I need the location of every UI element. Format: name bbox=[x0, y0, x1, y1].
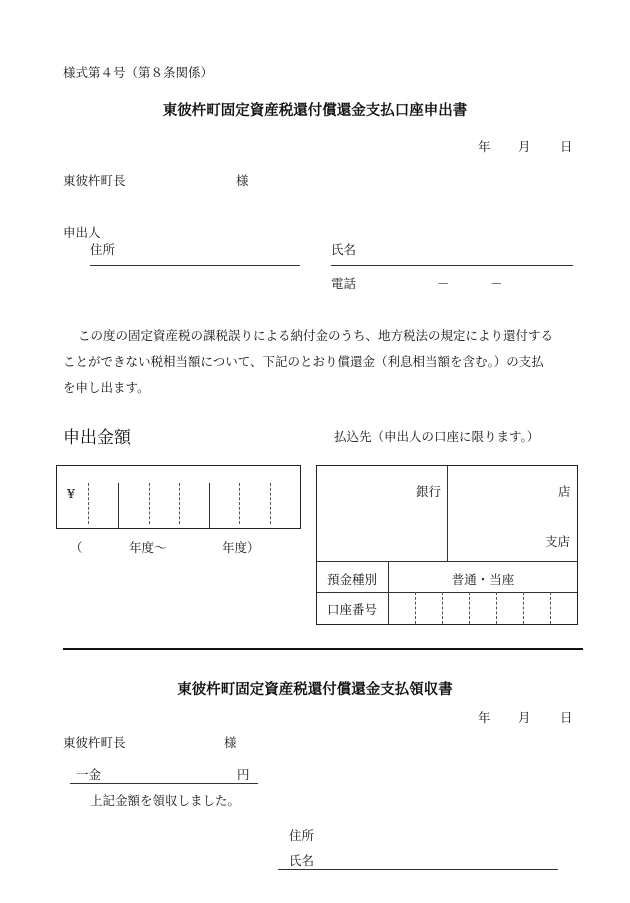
account-digit-divider bbox=[415, 592, 416, 624]
application-date-day: 日 bbox=[560, 139, 573, 154]
digit-divider bbox=[88, 483, 89, 524]
receipt-honorific: 様 bbox=[224, 735, 237, 750]
account-digit-divider bbox=[550, 592, 551, 624]
applicant-label: 申出人 bbox=[63, 225, 101, 240]
amount-box[interactable] bbox=[56, 465, 301, 529]
row-divider bbox=[317, 561, 577, 562]
address-field[interactable] bbox=[90, 265, 300, 266]
bank-branch-divider bbox=[447, 466, 448, 561]
receipt-address-label: 住所 bbox=[289, 828, 315, 843]
digit-group-divider bbox=[209, 483, 210, 529]
application-title: 東彼杵町固定資産税還付償還金支払口座申出書 bbox=[162, 102, 468, 119]
receipt-signature-line[interactable] bbox=[278, 869, 558, 870]
receipt-name-label: 氏名 bbox=[289, 853, 315, 868]
deposit-type-label: 預金種別 bbox=[327, 572, 378, 587]
digit-group-divider bbox=[118, 483, 119, 529]
period-from-label: 年度～ bbox=[129, 540, 167, 555]
name-field[interactable] bbox=[331, 265, 573, 266]
period-to-label: 年度） bbox=[222, 540, 260, 555]
body-text-line: ことができない税相当額について、下記のとおり償還金（利息相当額を含む。）の支払 bbox=[63, 354, 544, 369]
sum-label: 一金 bbox=[76, 767, 102, 782]
bank-account-box[interactable] bbox=[316, 465, 578, 625]
branch-label: 店 bbox=[558, 484, 571, 499]
digit-divider bbox=[179, 483, 180, 524]
amount-heading: 申出金額 bbox=[63, 428, 131, 448]
digit-divider bbox=[149, 483, 150, 524]
application-date-month: 月 bbox=[518, 139, 531, 154]
account-digit-divider bbox=[469, 592, 470, 624]
account-digit-divider bbox=[496, 592, 497, 624]
yen-symbol: ¥ bbox=[67, 486, 75, 501]
section-separator bbox=[63, 648, 583, 650]
branch-office-label: 支店 bbox=[545, 534, 571, 549]
receipt-addressee: 東彼杵町長 bbox=[63, 735, 126, 750]
digit-divider bbox=[270, 483, 271, 524]
receipt-date-year: 年 bbox=[478, 710, 491, 725]
currency-label: 円 bbox=[237, 767, 250, 782]
body-text-line: この度の固定資産税の課税誤りによる納付金のうち、地方税法の規定により還付する bbox=[78, 328, 554, 343]
account-number-label: 口座番号 bbox=[327, 602, 378, 617]
name-label: 氏名 bbox=[331, 242, 357, 257]
phone-dash: － bbox=[437, 276, 450, 291]
period-open-paren: （ bbox=[70, 540, 83, 555]
digit-divider bbox=[239, 483, 240, 524]
application-addressee: 東彼杵町長 bbox=[63, 173, 126, 188]
phone-dash: － bbox=[490, 276, 503, 291]
received-text: 上記金額を領収しました。 bbox=[90, 793, 241, 808]
phone-label: 電話 bbox=[331, 276, 357, 291]
body-text-line: を申し出ます。 bbox=[63, 380, 150, 395]
sum-field[interactable] bbox=[70, 783, 258, 784]
address-label: 住所 bbox=[90, 242, 116, 257]
receipt-date-day: 日 bbox=[560, 710, 573, 725]
account-digit-divider bbox=[442, 592, 443, 624]
form-number: 様式第４号（第８条関係） bbox=[63, 65, 214, 80]
application-honorific: 様 bbox=[236, 173, 249, 188]
receipt-date-month: 月 bbox=[518, 710, 531, 725]
deposit-type-value[interactable]: 普通・当座 bbox=[451, 572, 515, 587]
receipt-title: 東彼杵町固定資産税還付償還金支払領収書 bbox=[177, 681, 453, 698]
row-divider bbox=[317, 592, 577, 593]
application-date-year: 年 bbox=[478, 139, 491, 154]
bank-label: 銀行 bbox=[416, 484, 442, 499]
account-digit-divider bbox=[523, 592, 524, 624]
transfer-heading: 払込先（申出人の口座に限ります。） bbox=[334, 429, 540, 444]
